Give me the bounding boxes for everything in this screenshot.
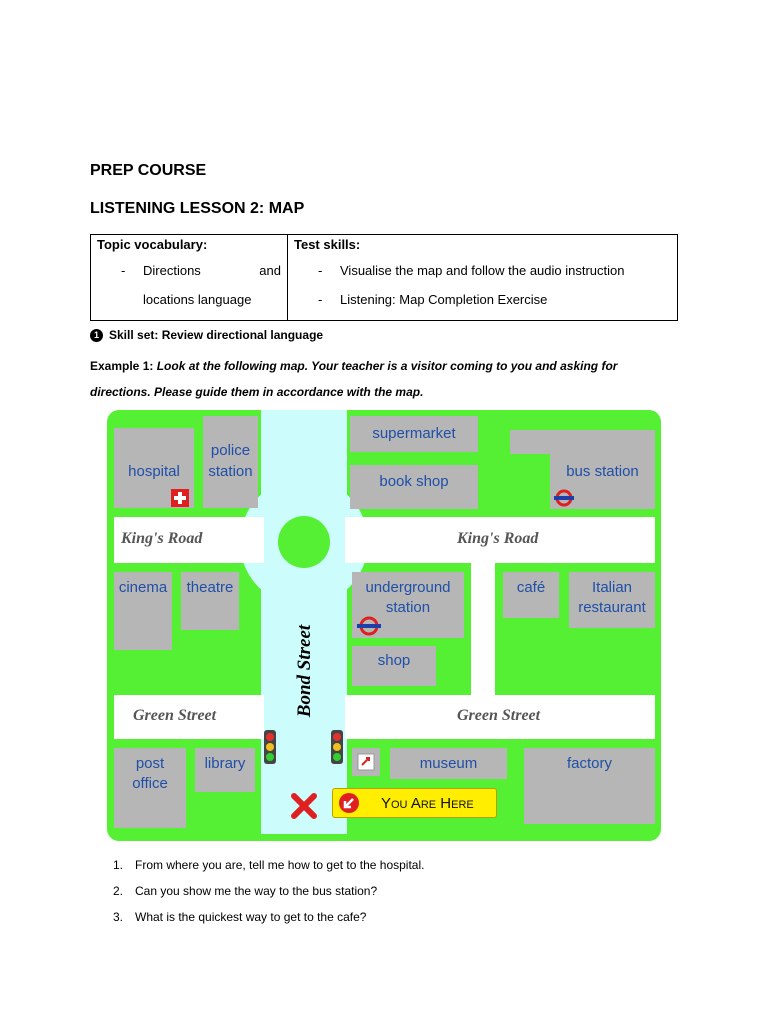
underground-label-2: station bbox=[385, 599, 431, 616]
info-sign-icon bbox=[357, 753, 375, 771]
kings-road-right-label: King's Road bbox=[457, 530, 539, 547]
lesson-title: LISTENING LESSON 2: MAP bbox=[90, 200, 305, 217]
cafe-label: café bbox=[516, 579, 546, 596]
top-right-block bbox=[510, 430, 655, 454]
library-label: library bbox=[204, 755, 246, 772]
side-street bbox=[471, 563, 495, 695]
example-instruction bbox=[90, 353, 680, 405]
underground-icon bbox=[357, 616, 381, 636]
question-item: 1. From where you are, tell me how to get to the hospital. bbox=[113, 858, 425, 872]
test-skills-heading: Test skills: bbox=[294, 237, 361, 252]
topic-vocabulary-list bbox=[91, 256, 287, 285]
hospital-cross-icon bbox=[171, 489, 189, 507]
police-label-2: station bbox=[208, 463, 253, 480]
italian-label-1: Italian bbox=[591, 579, 633, 596]
test-skill-item: - Visualise the map and follow the audio instruction bbox=[288, 256, 677, 285]
supermarket-label: supermarket bbox=[372, 425, 456, 442]
you-are-here-badge bbox=[332, 788, 497, 818]
question-item: 3. What is the quickest way to get to the cafe? bbox=[113, 910, 367, 924]
number-circle-icon: 1 bbox=[90, 329, 103, 342]
red-x-icon bbox=[290, 792, 318, 820]
museum-label: museum bbox=[419, 755, 478, 772]
test-skills-cell bbox=[288, 235, 678, 321]
topic-item-word: and bbox=[259, 263, 281, 278]
question-list bbox=[113, 852, 424, 930]
book-shop-label: book shop bbox=[379, 473, 449, 490]
topic-item-word: - Directions bbox=[143, 263, 201, 278]
bus-underground-icon bbox=[554, 489, 574, 507]
italian-label-2: restaurant bbox=[578, 599, 646, 616]
bus-station-label: bus station bbox=[566, 463, 639, 480]
topic-item bbox=[91, 256, 287, 285]
traffic-light-icon bbox=[264, 730, 276, 764]
hospital-label: hospital bbox=[128, 463, 180, 480]
example-text: Look at the following map. Your teacher is a visitor coming to you and asking for directions. Please guide them in accordance with the map. bbox=[90, 359, 618, 399]
theatre-label: theatre bbox=[186, 579, 234, 596]
street-map bbox=[107, 410, 661, 841]
bond-street-label: Bond Street bbox=[294, 624, 315, 718]
cinema-label: cinema bbox=[118, 579, 168, 596]
topic-item-continuation: locations language bbox=[143, 292, 252, 307]
underground-label-1: underground bbox=[365, 579, 451, 596]
test-skill-item: - Listening: Map Completion Exercise bbox=[288, 285, 677, 314]
example-label: Example 1: bbox=[90, 359, 154, 373]
topic-vocabulary-heading: Topic vocabulary: bbox=[97, 237, 208, 252]
kings-road-left-label: King's Road bbox=[121, 530, 203, 547]
green-street-left-label: Green Street bbox=[133, 707, 217, 724]
arrow-badge-icon bbox=[337, 791, 361, 815]
course-title: PREP COURSE bbox=[90, 162, 207, 179]
topic-vocabulary-cell bbox=[91, 235, 288, 321]
info-table bbox=[90, 234, 678, 321]
shop-label: shop bbox=[377, 652, 411, 669]
post-label-2: office bbox=[132, 775, 168, 792]
green-street-right-label: Green Street bbox=[457, 707, 541, 724]
test-skills-list bbox=[288, 256, 677, 314]
you-are-here-text: You Are Here bbox=[381, 794, 474, 812]
factory-label: factory bbox=[566, 755, 612, 772]
skill-set-text: Skill set: Review directional language bbox=[109, 328, 324, 342]
post-label-1: post bbox=[135, 755, 165, 772]
police-label-1: police bbox=[210, 442, 251, 459]
question-item: 2. Can you show me the way to the bus station? bbox=[113, 884, 378, 898]
skill-set-line bbox=[90, 328, 323, 342]
traffic-light-icon bbox=[331, 730, 343, 764]
